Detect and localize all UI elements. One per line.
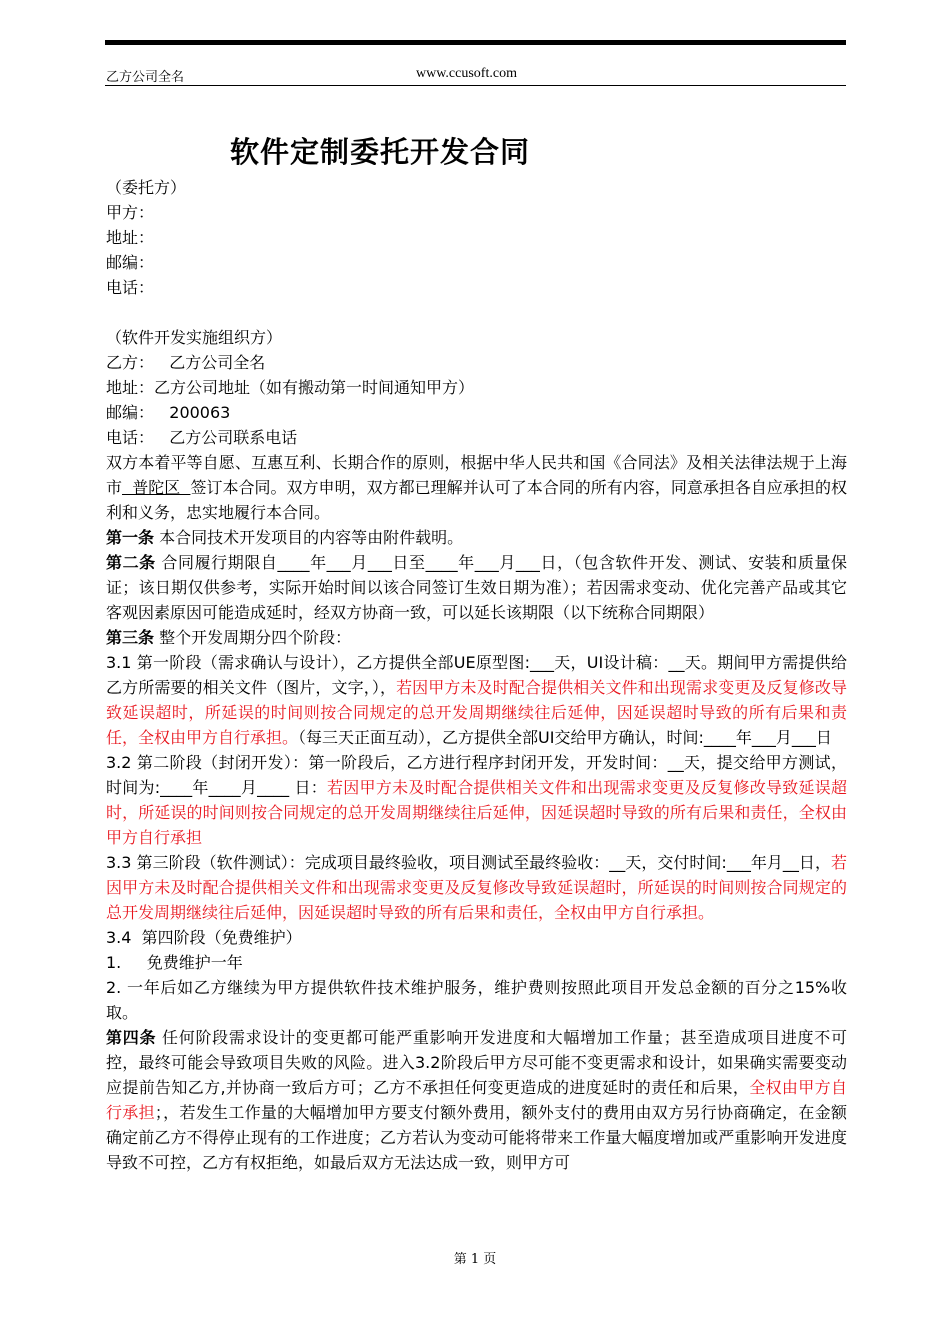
article-1-text: 本合同技术开发项目的内容等由附件载明。 xyxy=(154,528,464,547)
article-4-warning: 全权由甲方自行承担 xyxy=(106,1078,847,1122)
article-2-label: 第二条 xyxy=(106,553,156,572)
header-top-rule xyxy=(105,40,846,45)
phase-1-warning: 若因甲方未及时配合提供相关文件和出现需求变更及反复修改导致延误超时，所延误的时间则按合同规定的总开发周期继续往后延伸，因延误超时导致的所有后果和责任，全权由甲方自行承担。 xyxy=(106,678,847,747)
article-4-text-2: ；，若发生工作量的大幅增加甲方要支付额外费用，额外支付的费用由双方另行协商确定，在金额确定前乙方不得停止现有的工作进度；乙方若认为变动可能将带来工作量大幅度增加或严重影响开发进度导致不可控，乙方有权拒绝，如最后双方无法达成一致，则甲方可 xyxy=(106,1103,847,1172)
phase-3-text: 3.3 第三阶段（软件测试）：完成项目最终验收，项目测试至最终验收：__天，交付时间:___年月__日， xyxy=(106,853,831,872)
article-1-label: 第一条 xyxy=(106,528,155,547)
article-4-label: 第四条 xyxy=(106,1028,157,1047)
party-a-name: 甲方： xyxy=(106,203,155,222)
document-title: 软件定制委托开发合同 xyxy=(230,135,531,169)
phase-3-warning: 若因甲方未及时配合提供相关文件和出现需求变更及反复修改导致延误超时，所延误的时间则按合同规定的总开发周期继续往后延伸，因延误超时导致的所有后果和责任，全权由甲方自行承担。 xyxy=(106,853,847,922)
header-url[interactable]: www.ccusoft.com xyxy=(416,66,517,81)
party-b-phone: 电话： 乙方公司联系电话 xyxy=(106,428,298,447)
party-b-role: （软件开发实施组织方） xyxy=(106,328,283,347)
phase-4-item-1: 1. 免费维护一年 xyxy=(106,953,243,972)
article-3-text: 整个开发周期分四个阶段： xyxy=(154,628,352,647)
phase-1-tail: （每三天正面互动），乙方提供全部UI交给甲方确认，时间:____年___月___日 xyxy=(298,728,832,747)
intro-district: 普陀区 xyxy=(122,478,191,497)
phase-4-title: 3.4 第四阶段（免费维护） xyxy=(106,928,302,947)
article-4-text-1: 任何阶段需求设计的变更都可能严重影响开发进度和大幅增加工作量；甚至造成项目进度不可控，最终可能会导致项目失败的风险。进入3.2阶段后甲方尽可能不变更需求和设计，如果确实需要变动应提前告知乙方,并协商一致后方可；乙方不承担任何变更造成的进度延时的责任和后果， xyxy=(106,1028,847,1097)
article-2 xyxy=(106,550,847,625)
article-2-text: 合同履行期限自____年___月___日至____年___月___日，（包含软件开发、测试、安装和质量保证；该日期仅供参考，实际开始时间以该合同签订生效日期为准）；若因需求变动、优化完善产品或其它客观因素原因可能造成延时，经双方协商一致，可以延长该期限（以下统称合同期限） xyxy=(106,553,847,622)
phase-4-item-2: 2. 一年后如乙方继续为甲方提供软件技术维护服务，维护费则按照此项目开发总金额的百分之15%收取。 xyxy=(106,978,847,1022)
party-a-postcode: 邮编： xyxy=(106,253,155,272)
party-b-address: 地址：乙方公司地址（如有搬动第一时间通知甲方） xyxy=(106,378,475,397)
header-bottom-rule xyxy=(105,85,846,86)
header-company: 乙方公司全名 xyxy=(106,70,185,85)
phase-3 xyxy=(106,850,847,925)
phase-2-warning: 若因甲方未及时配合提供相关文件和出现需求变更及反复修改导致延误超时，所延误的时间则按合同规定的总开发周期继续往后延伸，因延误超时导致的所有后果和责任，全权由甲方自行承担 xyxy=(106,778,847,847)
party-b-postcode: 邮编： 200063 xyxy=(106,403,231,422)
document-body xyxy=(106,175,847,1175)
phase-1 xyxy=(106,650,847,750)
party-b-name: 乙方： 乙方公司全名 xyxy=(106,353,266,372)
intro-paragraph xyxy=(106,450,847,525)
party-a-address: 地址： xyxy=(106,228,155,247)
intro-text-2: 签订本合同。双方申明，双方都已理解并认可了本合同的所有内容，同意承担各自应承担的权利和义务，忠实地履行本合同。 xyxy=(106,478,847,522)
phase-2-text: 3.2 第二阶段（封闭开发）：第一阶段后，乙方进行程序封闭开发，开发时间：__天，提交给甲方测试，时间为:____年____月____ 日： xyxy=(106,753,847,797)
article-3-label: 第三条 xyxy=(106,628,155,647)
page-number: 第 1 页 xyxy=(453,1252,497,1267)
article-4 xyxy=(106,1025,847,1175)
section-gap xyxy=(106,300,847,325)
phase-2 xyxy=(106,750,847,850)
article-3 xyxy=(106,625,847,650)
article-1 xyxy=(106,525,847,550)
party-a-phone: 电话： xyxy=(106,278,155,297)
phase-1-text: 3.1 第一阶段（需求确认与设计），乙方提供全部UE原型图:___天，UI设计稿：__天。期间甲方需提供给乙方所需要的相关文件（图片，文字，）， xyxy=(106,653,847,697)
party-a-role: （委托方） xyxy=(106,178,187,197)
intro-text-1: 双方本着平等自愿、互惠互利、长期合作的原则，根据中华人民共和国《合同法》及相关法律法规于上海市 xyxy=(106,453,847,497)
